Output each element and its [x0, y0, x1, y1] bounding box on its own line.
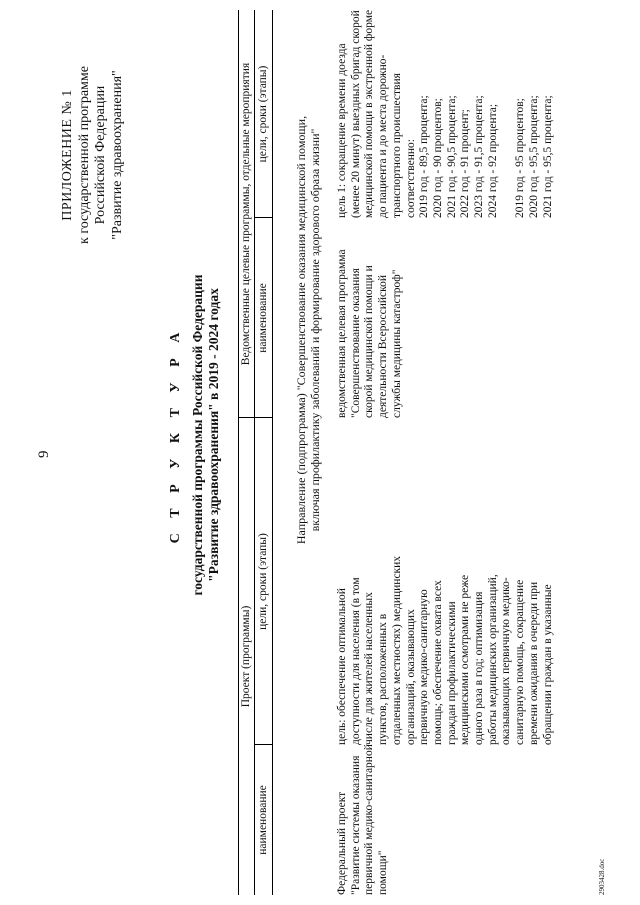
- program-goal-line: 2019 год - 95 процентов;: [514, 98, 527, 218]
- header-programs: Ведомственные целевые программы, отдельные мероприятия: [240, 62, 252, 366]
- appendix-line: к государственной программе: [76, 66, 92, 244]
- appendix-heading: ПРИЛОЖЕНИЕ № 1: [60, 89, 75, 221]
- program-goal-line: 2023 год - 91,5 процента;: [473, 95, 486, 218]
- title-main: С Т Р У К Т У Р А: [168, 326, 183, 544]
- program-line: деятельности Всероссийской: [377, 274, 390, 418]
- project-goal-line: санитарную помощь, сокращение: [514, 579, 527, 745]
- document-title: [168, 165, 222, 705]
- project-goal-line: работы медицинских организаций,: [486, 574, 499, 745]
- program-goal-line: [500, 10, 514, 218]
- table-group-divider: [254, 10, 255, 895]
- program-goal-line: соответственно:: [404, 139, 417, 218]
- project-goal-line: числе для жителей населенных: [363, 592, 376, 745]
- table-top-border: [238, 10, 239, 895]
- direction-heading: [295, 60, 322, 600]
- project-goal-line: времени ожидания в очереди при: [527, 581, 540, 745]
- project-goal-line: пунктов, расположенных в: [377, 613, 390, 745]
- program-goal-line: цель 1: сокращение времени доезда: [336, 43, 348, 218]
- program-goal-line: 2021 год - 95,5 процента;: [541, 95, 554, 218]
- file-name-footer: 2903428.doc: [598, 858, 606, 895]
- direction-line: Направление (подпрограмма) "Совершенствование оказания медицинской помощи,: [294, 115, 308, 545]
- project-name-cell: [336, 744, 391, 895]
- project-goal-line: доступности для населения (в том: [349, 577, 362, 745]
- program-goal-line: (менее 20 минут) выездных бригад скорой: [349, 10, 362, 218]
- header-name: наименование: [257, 785, 269, 855]
- program-line: "Совершенствование оказания: [349, 268, 362, 418]
- project-goal-cell: [336, 556, 555, 745]
- program-goal-line: транспортного происшествия: [390, 73, 403, 218]
- header-name-2: наименование: [257, 283, 269, 353]
- program-line: ведомственная целевая программа: [336, 249, 348, 418]
- header-goals-2: цели, сроки (этапы): [257, 65, 269, 163]
- project-goal-line: одного раза в год; оптимизация: [473, 591, 486, 745]
- project-goal-line: цель: обеспечение оптимальной: [336, 588, 348, 745]
- program-line: службы медицины катастроф": [390, 269, 403, 418]
- program-goal-cell: [336, 10, 555, 218]
- direction-line: включая профилактику заболеваний и формирование здорового образа жизни": [307, 128, 322, 532]
- appendix-block: [60, 35, 126, 275]
- project-goal-line: медицинскими осмотрами не реже: [459, 574, 472, 745]
- program-goal-line: 2024 год - 92 процента;: [486, 103, 499, 218]
- project-goal-line: первичную медико-санитарную: [418, 589, 431, 745]
- program-goal-line: до пациента и до места дорожно-: [377, 54, 390, 218]
- program-goal-line: 2020 год - 95,5 процента;: [527, 95, 540, 218]
- program-goal-line: 2019 год - 89,5 процента;: [418, 95, 431, 218]
- project-goal-line: оказывающих первичную медико-: [500, 577, 513, 745]
- project-line: первичной медико-санитарной: [363, 744, 376, 895]
- program-goal-line: медицинской помощи в экстренной форме: [363, 9, 376, 218]
- project-line: помощи": [377, 850, 390, 895]
- project-line: "Развитие системы оказания: [349, 755, 362, 895]
- appendix-line: "Развитие здравоохранения": [109, 70, 125, 240]
- project-goal-line: обращении граждан в указанные: [541, 584, 554, 745]
- header-goals: цели, сроки (этапы): [257, 533, 269, 630]
- program-goal-line: 2020 год - 90 процентов;: [431, 98, 444, 218]
- header-projects: Проект (программы): [240, 605, 252, 708]
- program-goal-line: 2021 год - 90,5 процента;: [445, 95, 458, 218]
- project-line: Федеральный проект: [336, 791, 348, 895]
- page-number: 9: [36, 450, 52, 458]
- project-goal-line: организаций, оказывающих: [404, 609, 417, 745]
- program-goal-line: 2022 год - 91 процент;: [459, 109, 472, 218]
- project-goal-line: отдаленных местностях) медицинских: [390, 555, 403, 745]
- title-line: "Развитие здравоохранения" в 2019 - 2024 годах: [206, 288, 221, 582]
- program-name-cell: [336, 249, 405, 418]
- table-header-bottom: [272, 10, 273, 895]
- appendix-line: Российской Федерации: [93, 85, 108, 225]
- project-goal-line: помощь; обеспечение охвата всех: [431, 580, 444, 745]
- program-line: скорой медицинской помощи и: [363, 265, 376, 418]
- title-line: государственной программы Российской Федерации: [190, 274, 205, 596]
- project-goal-line: граждан профилактическими: [445, 601, 458, 745]
